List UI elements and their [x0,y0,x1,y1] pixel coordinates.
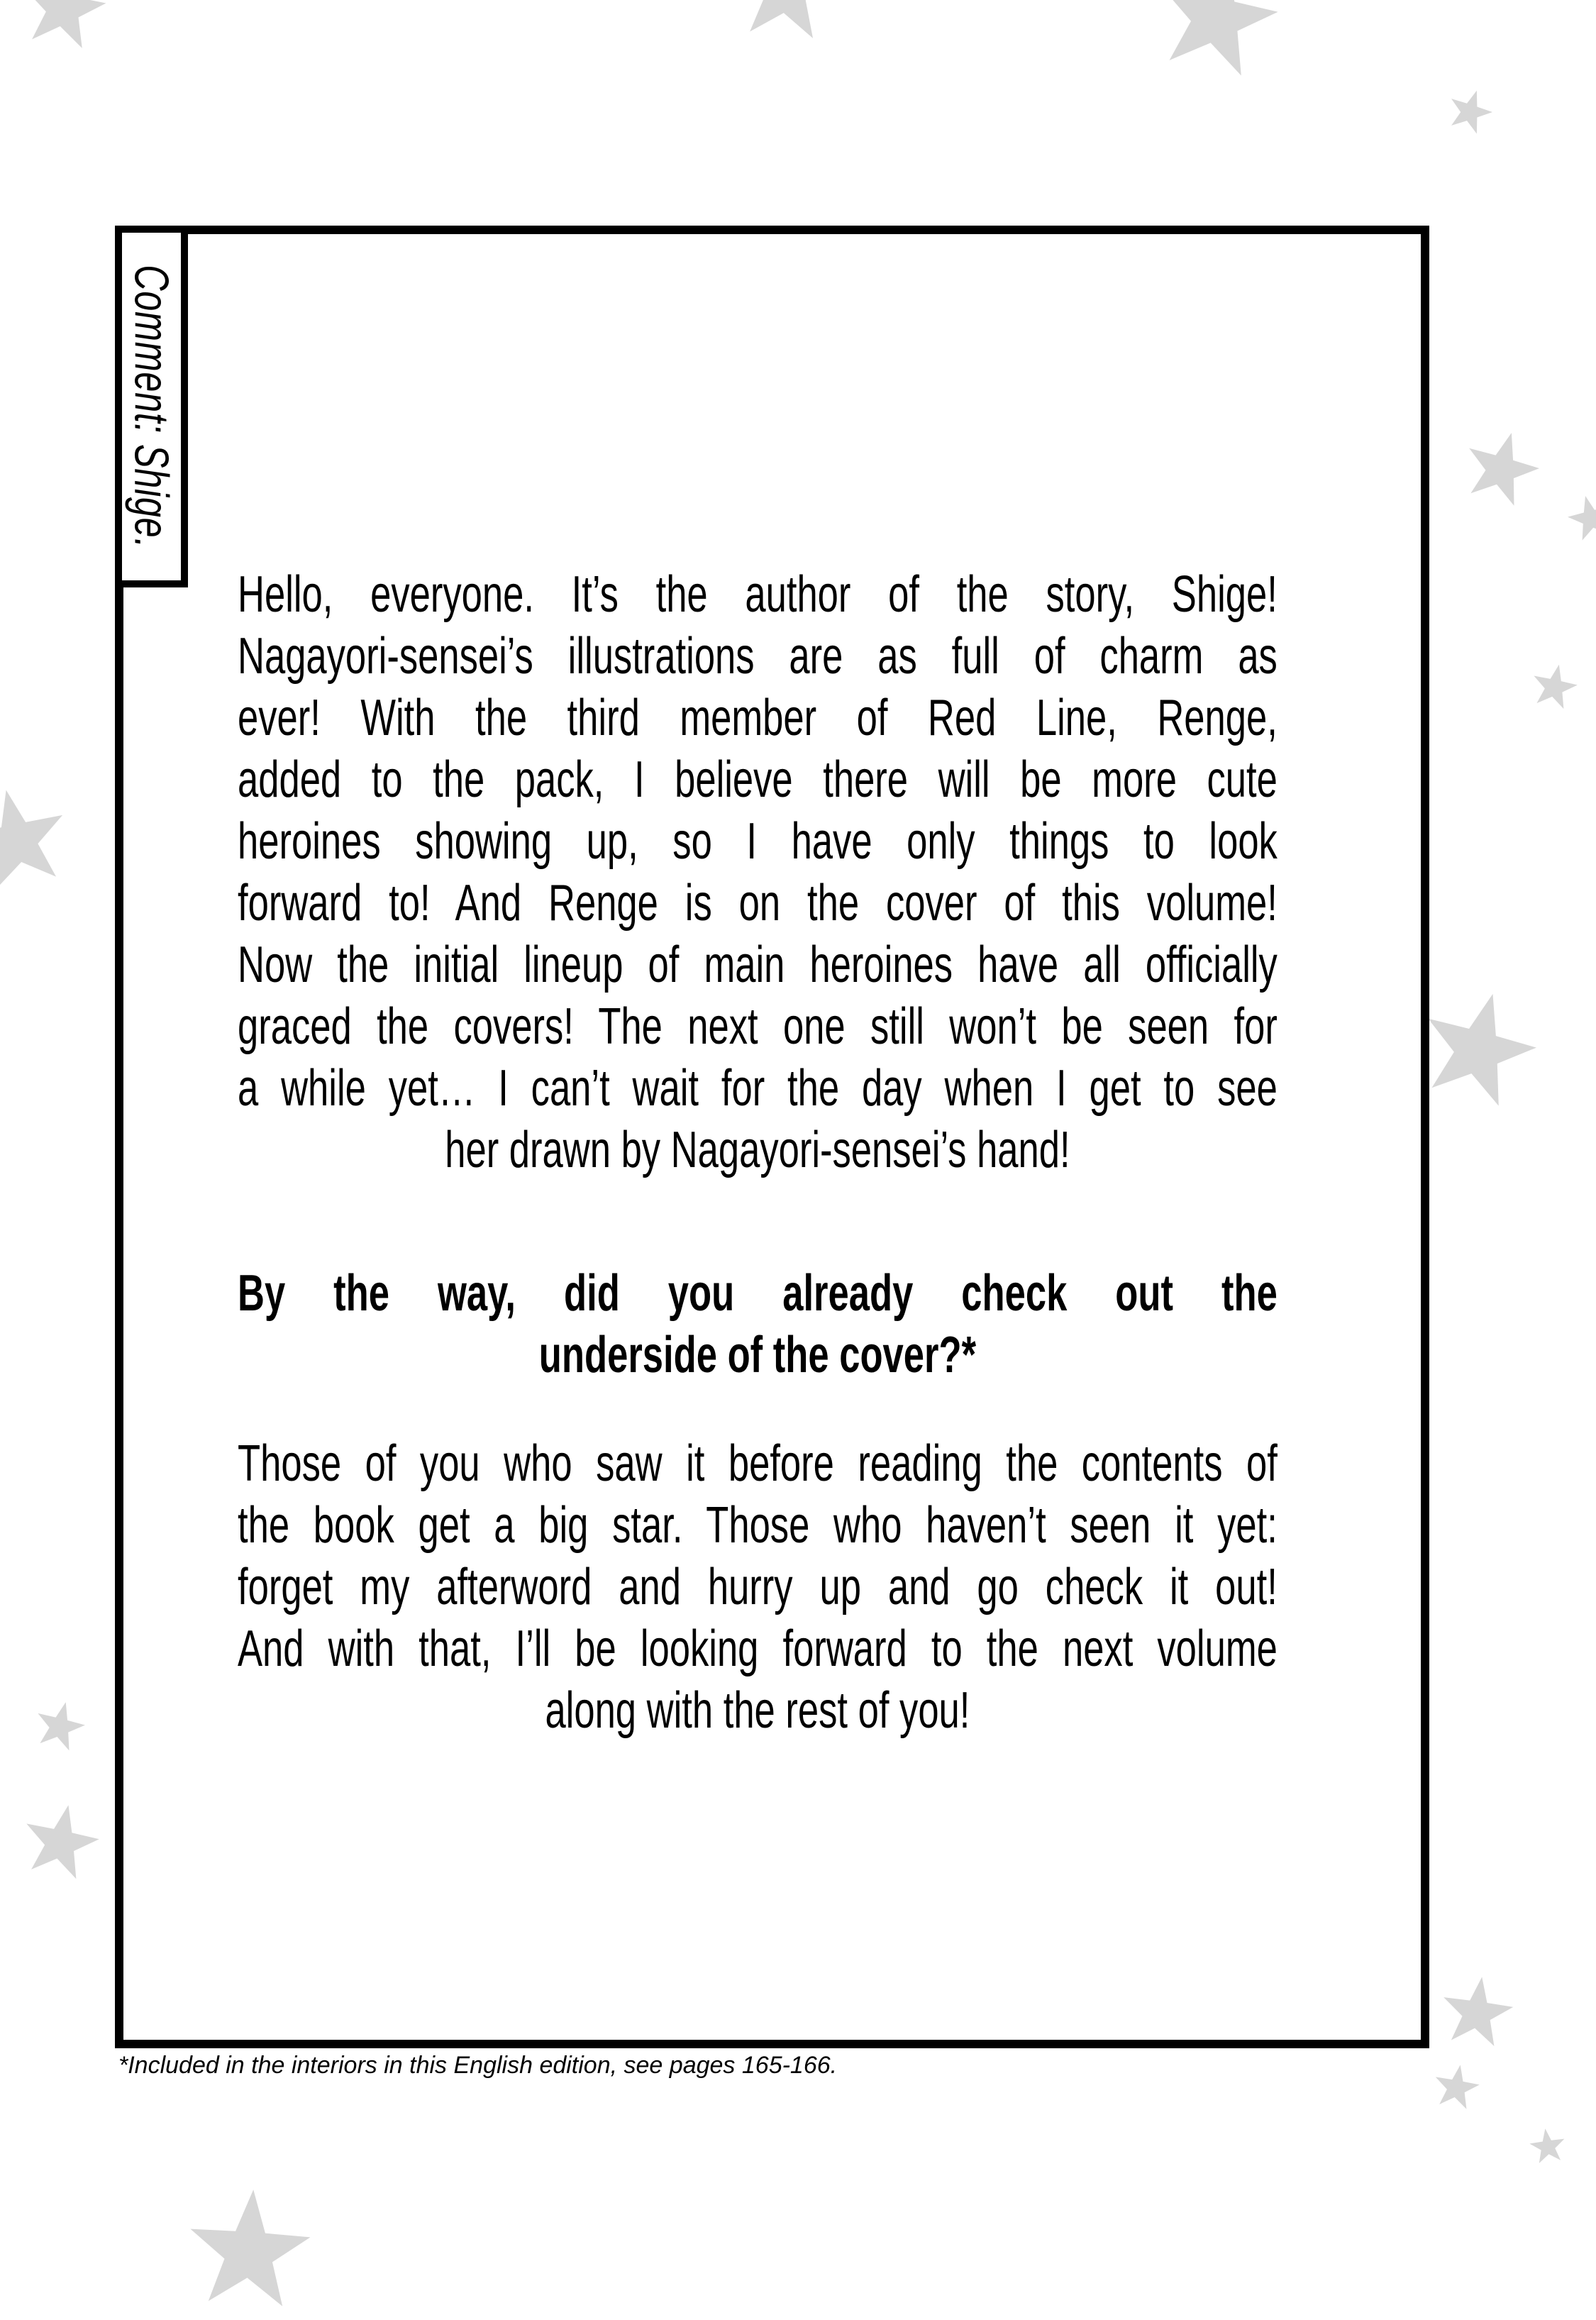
text-line: underside of the cover?* [538,1327,977,1383]
text-line: a while yet… I can’t wait for the day when I get to see [238,1060,1278,1117]
text-line: along with the rest of you! [545,1682,970,1739]
text-line: Now the initial lineup of main heroines have all officially [238,937,1278,993]
star-icon [14,1797,106,1889]
star-icon [726,0,845,51]
star-icon [1435,1972,1518,2055]
text-line: By the way, did you already check out the [238,1265,1278,1322]
star-icon [1142,0,1290,92]
star-icon [1526,660,1582,715]
paragraph-1 [238,564,1278,1181]
text-line: Nagayori-sensei’s illustrations are as full of charm as [238,628,1278,685]
star-icon [1527,2126,1569,2168]
star-icon [28,1696,90,1757]
footnote: *Included in the interiors in this English edition, see pages 165-166. [118,2052,838,2079]
text-line: added to the pack, I believe there will be more cute [238,751,1278,808]
star-icon [13,0,113,60]
paragraph-3 [238,1433,1278,1742]
comment-author-label [115,226,188,587]
star-icon [182,2185,316,2320]
star-icon [1429,2061,1483,2115]
text-line: ever! With the third member of Red Line, Renge, [238,690,1278,746]
star-icon [1441,84,1499,141]
text-line: her drawn by Nagayori-sensei’s hand! [445,1122,1070,1178]
text-line: Hello, everyone. It’s the author of the story, Shige! [238,566,1278,623]
text-line: forward to! And Renge is on the cover of this volume! [238,875,1278,932]
text-line: graced the covers! The next one still won’t be seen for [238,998,1278,1055]
text-line: Those of you who saw it before reading the contents of [238,1435,1278,1492]
star-icon [1563,490,1596,547]
comment-author-text: Comment: Shige. [124,265,179,548]
star-icon [1453,422,1548,517]
comment-body [238,564,1278,1742]
text-line: heroines showing up, so I have only things to look [238,813,1278,870]
text-line: the book get a big star. Those who haven’t seen it yet: [238,1497,1278,1554]
star-icon [0,779,79,904]
text-line: And with that, I’ll be looking forward to the next volume [238,1620,1278,1677]
paragraph-2-bold [238,1263,1278,1386]
text-line: forget my afterword and hurry up and go check it out! [238,1559,1278,1615]
comment-box [115,226,1429,2048]
